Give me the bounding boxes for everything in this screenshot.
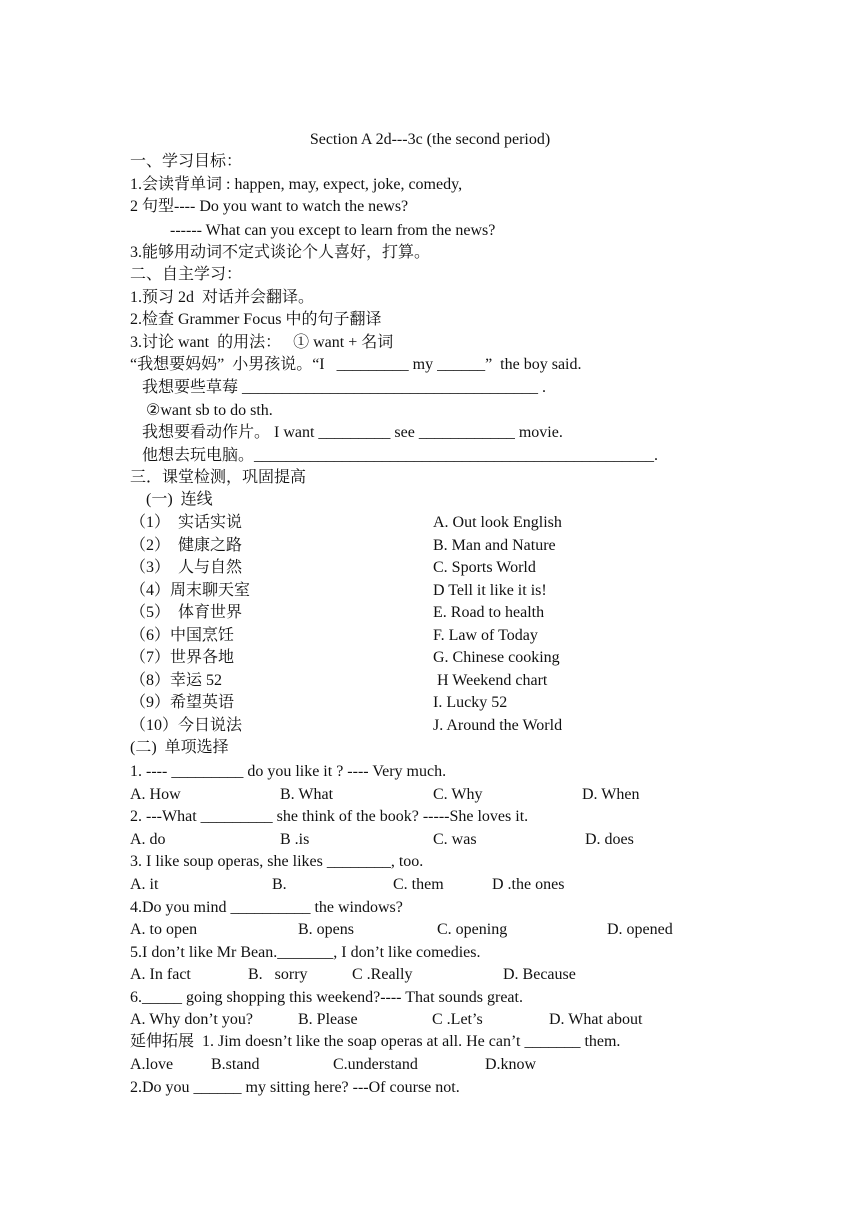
match-right-j: J. Around the World (433, 717, 563, 734)
match-left-1: （1） 实话实说 (130, 514, 243, 531)
ext1-option-a: A.love (130, 1056, 174, 1073)
match-left-9: （9）希望英语 (130, 694, 235, 711)
match-left-4: （4）周末聊天室 (130, 582, 251, 599)
question-1: 1. ---- _________ do you like it ? ---- Very much. (130, 763, 447, 780)
multiple-choice-heading: (二) 单项选择 (130, 739, 229, 756)
classroom-check-heading: 三．课堂检测，巩固提高 (130, 469, 307, 486)
q5-option-a: A. In fact (130, 966, 191, 983)
objective-infinitive: 3.能够用动词不定式谈论个人喜好，打算。 (130, 244, 431, 261)
match-left-3: （3） 人与自然 (130, 559, 243, 576)
q1-option-d: D. When (582, 786, 640, 803)
question-3: 3. I like soup operas, she likes ________, too. (130, 853, 424, 870)
match-right-a: A. Out look English (433, 514, 562, 531)
self-study-1: 1.预习 2d 对话并会翻译。 (130, 289, 315, 306)
q1-option-c: C. Why (433, 786, 483, 803)
q2-option-c: C. was (433, 831, 477, 848)
ext1-option-c: C.understand (333, 1056, 418, 1073)
question-6: 6._____ going shopping this weekend?---- That sounds great. (130, 989, 523, 1006)
want-example-2: 我想要些草莓 _____________________________________ . (130, 379, 547, 396)
question-4: 4.Do you mind __________ the windows? (130, 899, 403, 916)
q6-option-c: C .Let’s (432, 1011, 483, 1028)
self-study-heading: 二、自主学习： (130, 266, 243, 283)
q4-option-b: B. opens (298, 921, 354, 938)
q5-option-c: C .Really (352, 966, 413, 983)
want-usage-2: ②want sb to do sth. (130, 402, 273, 419)
q2-option-b: B .is (280, 831, 310, 848)
match-left-10: （10）今日说法 (130, 717, 243, 734)
objective-vocab: 1.会读背单词 : happen, may, expect, joke, comedy, (130, 176, 463, 193)
q3-option-b: B. (272, 876, 287, 893)
extension-question-2: 2.Do you ______ my sitting here? ---Of course not. (130, 1079, 460, 1096)
objective-sentence-2: ------ What can you except to learn from the news? (130, 222, 496, 239)
q5-option-d: D. Because (503, 966, 576, 983)
q5-option-b: B. sorry (248, 966, 308, 983)
q1-option-a: A. How (130, 786, 181, 803)
match-right-b: B. Man and Nature (433, 537, 556, 554)
want-example-1: “我想要妈妈” 小男孩说。“I _________ my ______” the boy said. (130, 356, 582, 373)
extension-question-1: 延伸拓展 1. Jim doesn’t like the soap operas at all. He can’t _______ them. (130, 1033, 621, 1050)
question-5: 5.I don’t like Mr Bean._______, I don’t like comedies. (130, 944, 481, 961)
objectives-heading: 一、学习目标： (130, 153, 243, 170)
want-example-3: 我想要看动作片。 I want _________ see ____________ movie. (130, 424, 563, 441)
match-right-g: G. Chinese cooking (433, 649, 560, 666)
match-left-7: （7）世界各地 (130, 649, 235, 666)
q3-option-d: D .the ones (492, 876, 565, 893)
q4-option-c: C. opening (437, 921, 508, 938)
q2-option-d: D. does (585, 831, 634, 848)
q3-option-c: C. them (393, 876, 444, 893)
ext1-option-d: D.know (485, 1056, 537, 1073)
match-left-2: （2） 健康之路 (130, 537, 243, 554)
match-right-h: H Weekend chart (433, 672, 548, 689)
self-study-2: 2.检查 Grammer Focus 中的句子翻译 (130, 311, 382, 328)
q2-option-a: A. do (130, 831, 166, 848)
q4-option-d: D. opened (607, 921, 673, 938)
q6-option-d: D. What about (549, 1011, 643, 1028)
want-example-4: 他想去玩电脑。__________________________________________________. (130, 447, 659, 464)
match-left-8: （8）幸运 52 (130, 672, 223, 689)
match-right-i: I. Lucky 52 (433, 694, 508, 711)
self-study-3: 3.讨论 want 的用法： ① want + 名词 (130, 334, 394, 351)
matching-heading: (一) 连线 (130, 491, 213, 508)
q4-option-a: A. to open (130, 921, 198, 938)
page-title: Section A 2d---3c (the second period) (309, 131, 551, 148)
q6-option-b: B. Please (298, 1011, 358, 1028)
objective-sentence-1: 2 句型---- Do you want to watch the news? (130, 198, 409, 215)
q3-option-a: A. it (130, 876, 159, 893)
q6-option-a: A. Why don’t you? (130, 1011, 253, 1028)
q1-option-b: B. What (280, 786, 334, 803)
question-2: 2. ---What _________ she think of the book? -----She loves it. (130, 808, 529, 825)
match-left-5: （5） 体育世界 (130, 604, 243, 621)
match-right-e: E. Road to health (433, 604, 545, 621)
ext1-option-b: B.stand (211, 1056, 260, 1073)
match-right-d: D Tell it like it is! (433, 582, 547, 599)
match-right-f: F. Law of Today (433, 627, 538, 644)
match-right-c: C. Sports World (433, 559, 536, 576)
match-left-6: （6）中国烹饪 (130, 627, 235, 644)
